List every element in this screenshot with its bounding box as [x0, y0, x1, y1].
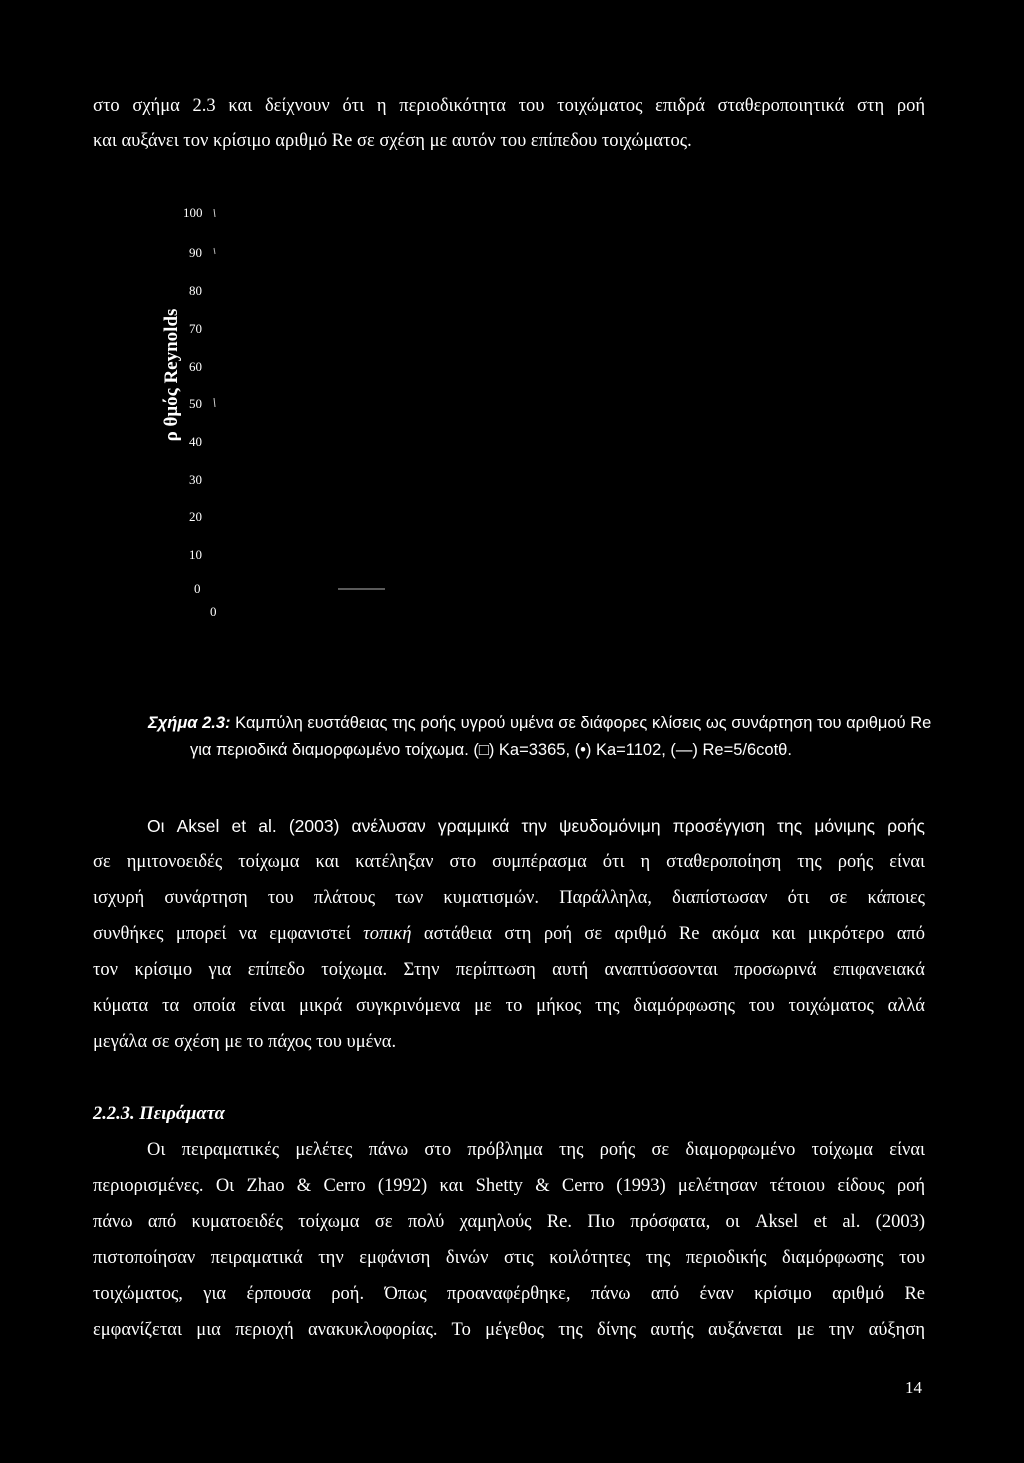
- para1-line-7: μεγάλα σε σχέση με το πάχος του υμένα.: [93, 1032, 397, 1052]
- para1-line-2: σε ημιτονοειδές τοίχωμα και κατέληξαν στο συμπέρασμα ότι η σταθεροποίηση της ροής είναι: [93, 852, 925, 872]
- y-axis-tick: [214, 248, 215, 254]
- figure-caption-text: Καμπύλη ευστάθειας της ροής υγρού υμένα σε διάφορες κλίσεις ως συνάρτηση του αριθμού Re: [230, 714, 932, 732]
- para1-emphasis: τοπική: [363, 924, 412, 944]
- y-tick-label: 20: [189, 509, 202, 524]
- para2-line-2: περιορισμένες. Οι Zhao & Cerro (1992) και Shetty & Cerro (1993) μελέτησαν τέτοιου είδους ροή: [93, 1176, 925, 1196]
- para1-line-1-text: Οι Aksel et al. (2003) ανέλυσαν γραμμικά την ψευδομόνιμη προσέγγιση της μόνιμης ροής: [147, 816, 925, 836]
- page-number: 14: [905, 1378, 922, 1397]
- y-tick-label: 100: [183, 205, 203, 220]
- y-axis-label: ρ θμός Reynolds: [161, 308, 182, 442]
- para1-line-4a: συνθήκες μπορεί να εμφανιστεί: [93, 924, 364, 944]
- para2-line-4: πιστοποίησαν πειραματικά την εμφάνιση δινών στις κοιλότητες της περιοδικής διαμόρφωσης του: [93, 1248, 925, 1268]
- y-axis-tick: [214, 398, 215, 407]
- figure-caption-line-2: για περιοδικά διαμορφωμένο τοίχωμα. (□) Ka=3365, (•) Ka=1102, (—) Re=5/6cotθ.: [190, 741, 792, 759]
- y-tick-label: 90: [189, 245, 202, 260]
- y-tick-label: 0: [194, 581, 201, 596]
- para1-line-4: [93, 923, 925, 945]
- para2-line-1: Οι πειραματικές μελέτες πάνω στο πρόβλημα της ροής σε διαμορφωμένο τοίχωμα είναι: [147, 1140, 925, 1160]
- para1-line-1: [147, 815, 925, 837]
- section-heading: 2.2.3. Πειράματα: [93, 1104, 225, 1124]
- y-tick-label: 40: [189, 434, 202, 449]
- y-tick-label: 50: [189, 396, 202, 411]
- para1-line-5: τον κρίσιμο για επίπεδο τοίχωμα. Στην περίπτωση αυτή αναπτύσσονται προσωρινά επιφανειακά: [93, 960, 925, 980]
- intro-line-1: στο σχήμα 2.3 και δείχνουν ότι η περιοδικότητα του τοιχώματος επιδρά σταθεροποιητικά στη ροή: [93, 96, 925, 116]
- y-axis-tick: [214, 209, 215, 217]
- y-tick-label: 70: [189, 321, 202, 336]
- chart-svg: [0, 0, 1024, 660]
- y-tick-label: 10: [189, 547, 202, 562]
- x-tick-label: 0: [210, 604, 217, 619]
- para2-line-6: εμφανίζεται μια περιοχή ανακυκλοφορίας. Το μέγεθος της δίνης αυτής αυξάνεται με την αύξηση: [93, 1320, 925, 1340]
- para2-line-3: πάνω από κυματοειδές τοίχωμα σε πολύ χαμηλούς Re. Πιο πρόσφατα, οι Aksel et al. (2003): [93, 1212, 925, 1232]
- figure-caption-line-1: [148, 713, 931, 733]
- para1-line-4c: αστάθεια στη ροή σε αριθμό Re ακόμα και μικρότερο από: [411, 924, 925, 944]
- y-tick-label: 30: [189, 472, 202, 487]
- figure-caption-label: Σχήμα 2.3:: [148, 714, 231, 732]
- y-tick-label: 80: [189, 283, 202, 298]
- para1-line-6: κύματα τα οποία είναι μικρά συγκρινόμενα με το μήκος της διαμόρφωσης του τοιχώματος αλλά: [93, 996, 925, 1016]
- y-tick-label: 60: [189, 359, 202, 374]
- para1-line-3: ισχυρή συνάρτηση του πλάτους των κυματισμών. Παράλληλα, διαπίστωσαν ότι σε κάποιες: [93, 888, 925, 908]
- intro-line-2: και αυξάνει τον κρίσιμο αριθμό Re σε σχέση με αυτόν του επίπεδου τοιχώματος.: [93, 131, 692, 151]
- para2-line-5: τοιχώματος, για έρπουσα ροή. Όπως προαναφέρθηκε, πάνω από έναν κρίσιμο αριθμό Re: [93, 1284, 925, 1304]
